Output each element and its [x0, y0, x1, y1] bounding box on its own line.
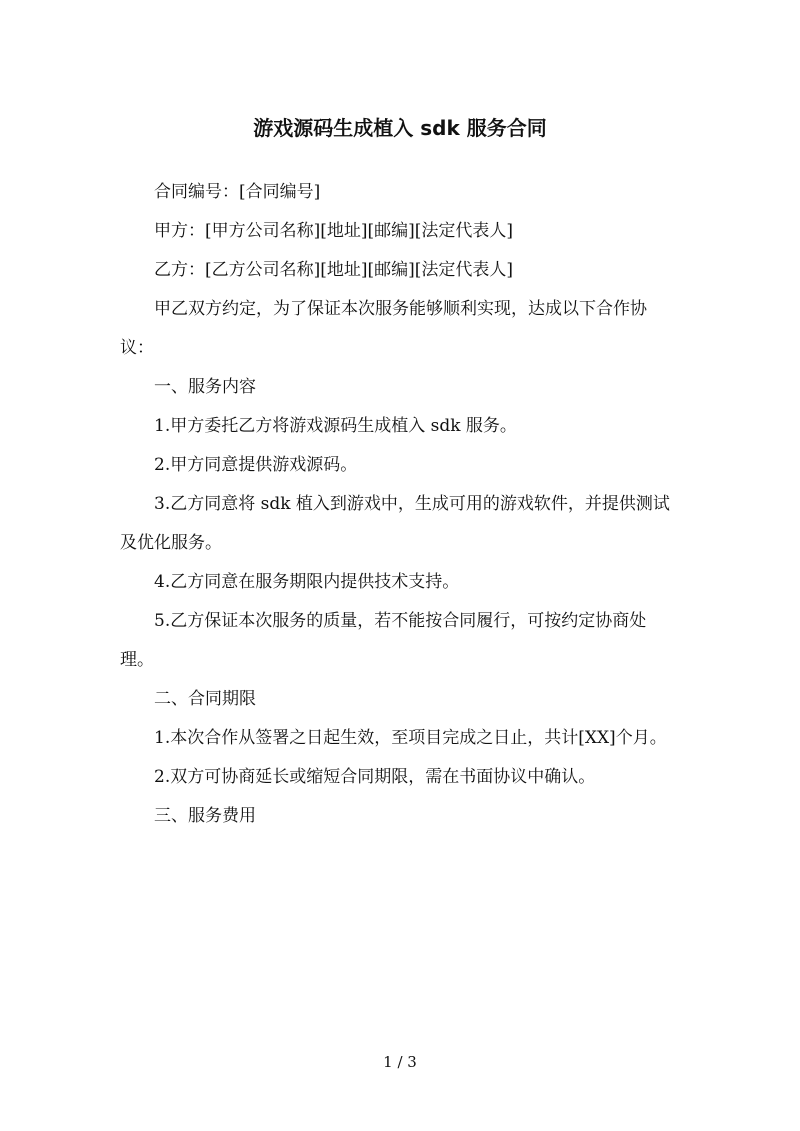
term-clause-2: 2.双方可协商延长或缩短合同期限，需在书面协议中确认。: [154, 767, 596, 787]
document-body: [120, 173, 680, 836]
page-number: 1 / 3: [383, 1053, 417, 1071]
term-clause-1: 1.本次合作从签署之日起生效，至项目完成之日止，共计[XX]个月。: [154, 728, 667, 748]
service-clause-5: 5.乙方保证本次服务的质量，若不能按合同履行，可按约定协商处理。: [120, 611, 647, 670]
party-b: 乙方：[乙方公司名称][地址][邮编][法定代表人]: [154, 260, 514, 280]
service-clause-2: 2.甲方同意提供游戏源码。: [154, 455, 358, 475]
document-title: 游戏源码生成植入 sdk 服务合同: [253, 116, 547, 140]
service-clause-4: 4.乙方同意在服务期限内提供技术支持。: [154, 572, 460, 592]
section-heading-contract-term: 二、合同期限: [154, 689, 256, 709]
party-a: 甲方：[甲方公司名称][地址][邮编][法定代表人]: [154, 221, 514, 241]
section-heading-service-fee: 三、服务费用: [154, 806, 256, 826]
contract-number: 合同编号：[合同编号]: [154, 182, 321, 202]
section-heading-service-content: 一、服务内容: [154, 377, 256, 397]
service-clause-1: 1.甲方委托乙方将游戏源码生成植入 sdk 服务。: [154, 416, 517, 436]
service-clause-3: 3.乙方同意将 sdk 植入到游戏中，生成可用的游戏软件，并提供测试及优化服务。: [120, 494, 670, 553]
agreement-intro: 甲乙双方约定，为了保证本次服务能够顺利实现，达成以下合作协议：: [120, 299, 647, 358]
